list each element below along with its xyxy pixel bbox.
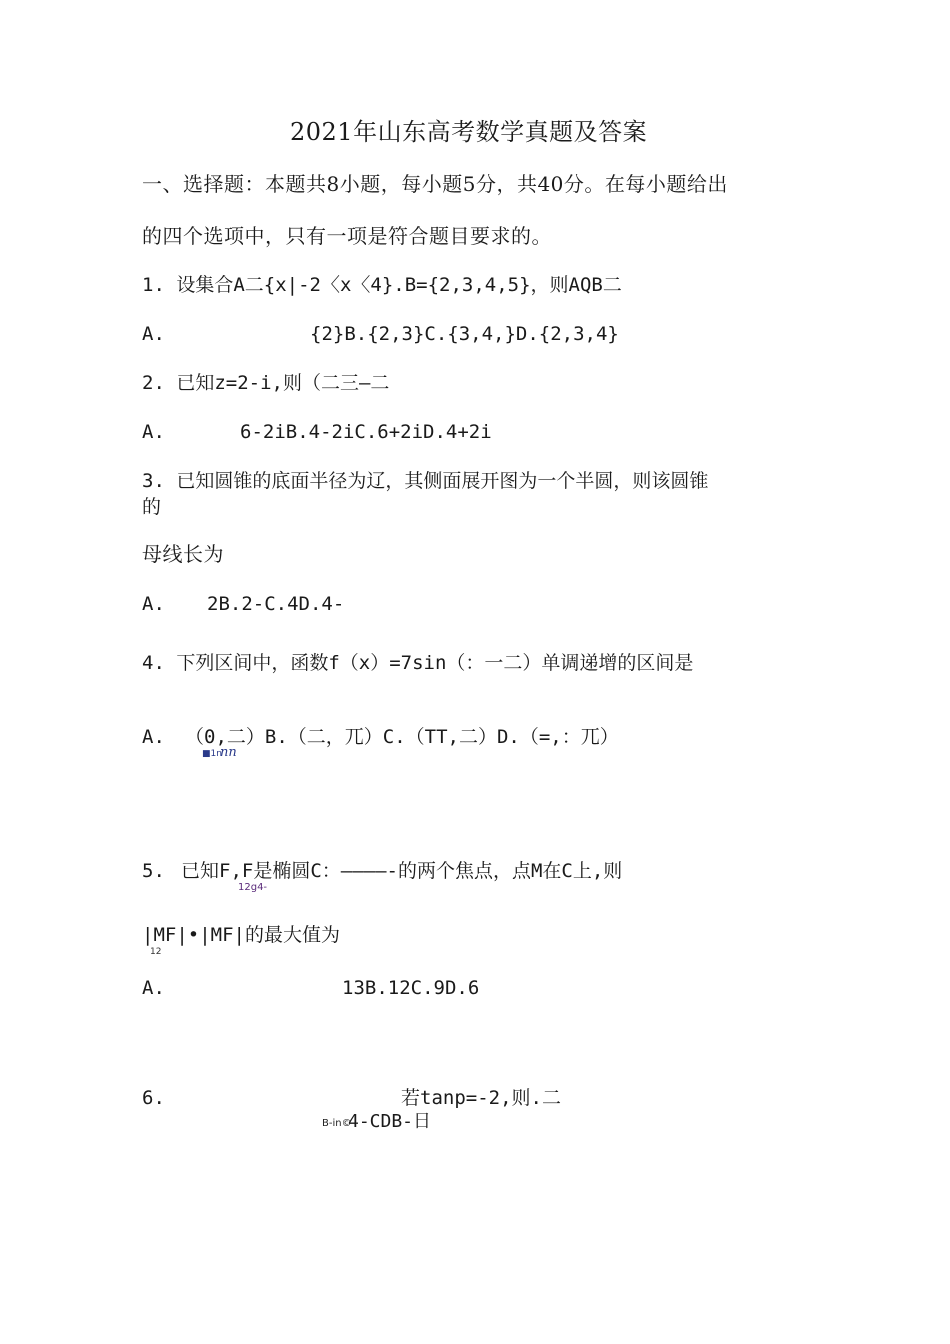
question-3-stem-cont: 的 bbox=[142, 496, 162, 518]
question-6-sub-label: B-in© bbox=[322, 1118, 352, 1129]
question-5-subscript: 12g4- bbox=[238, 882, 268, 893]
question-2-option-label: A. bbox=[142, 421, 165, 443]
question-1-option-label: A. bbox=[142, 323, 165, 345]
question-5-stem: 已知F,F是椭圆C：————-的两个焦点，点M在C上,则 bbox=[181, 860, 623, 882]
question-1-options: {2}B.{2,3}C.{3,4,}D.{2,3,4} bbox=[310, 323, 619, 345]
question-5-option-label: A. bbox=[142, 977, 165, 999]
question-5-options: 13B.12C.9D.6 bbox=[342, 977, 480, 999]
question-4-option-label: A. bbox=[142, 726, 165, 748]
question-1-stem: 1. 设集合A二{x|-2〈x〈4}.B={2,3,4,5}，则AQB二 bbox=[142, 274, 622, 296]
question-4-subscript: ■1n bbox=[202, 749, 222, 759]
question-3-stem-line2: 母线长为 bbox=[142, 542, 224, 566]
question-5-number: 5. bbox=[142, 860, 165, 882]
question-3-option-label: A. bbox=[142, 593, 165, 615]
question-3-options: 2B.2-C.4D.4- bbox=[207, 593, 345, 615]
question-5-stem-line2: |MF|•|MF|的最大值为 bbox=[142, 924, 340, 946]
question-6-number: 6. bbox=[142, 1087, 165, 1109]
question-2-stem: 2. 已知z=2-i,则（二三—二 bbox=[142, 372, 390, 394]
question-2-options: 6-2iB.4-2iC.6+2iD.4+2i bbox=[240, 421, 492, 443]
question-4-options: （0,二）B.（二，兀）C.（TT,二）D.（=,：兀） bbox=[185, 726, 619, 748]
section-heading-line1: 一、选择题：本题共8小题，每小题5分，共40分。在每小题给出 bbox=[142, 172, 728, 196]
question-6-sub-text: 4-CDB-日 bbox=[348, 1111, 432, 1132]
question-4-subscript-italic: nn bbox=[220, 745, 237, 760]
question-3-stem: 3. 已知圆锥的底面半径为辽，其侧面展开图为一个半圆，则该圆锥 bbox=[142, 470, 709, 492]
section-heading-line2: 的四个选项中，只有一项是符合题目要求的。 bbox=[142, 224, 552, 248]
question-6-stem: 若tanp=-2,则.二 bbox=[401, 1087, 561, 1109]
question-5-subscript2: 12 bbox=[150, 947, 162, 957]
page-title: 2021年山东高考数学真题及答案 bbox=[290, 118, 648, 146]
question-4-stem: 4. 下列区间中，函数f（x）=7sin（：一二）单调递增的区间是 bbox=[142, 652, 694, 674]
